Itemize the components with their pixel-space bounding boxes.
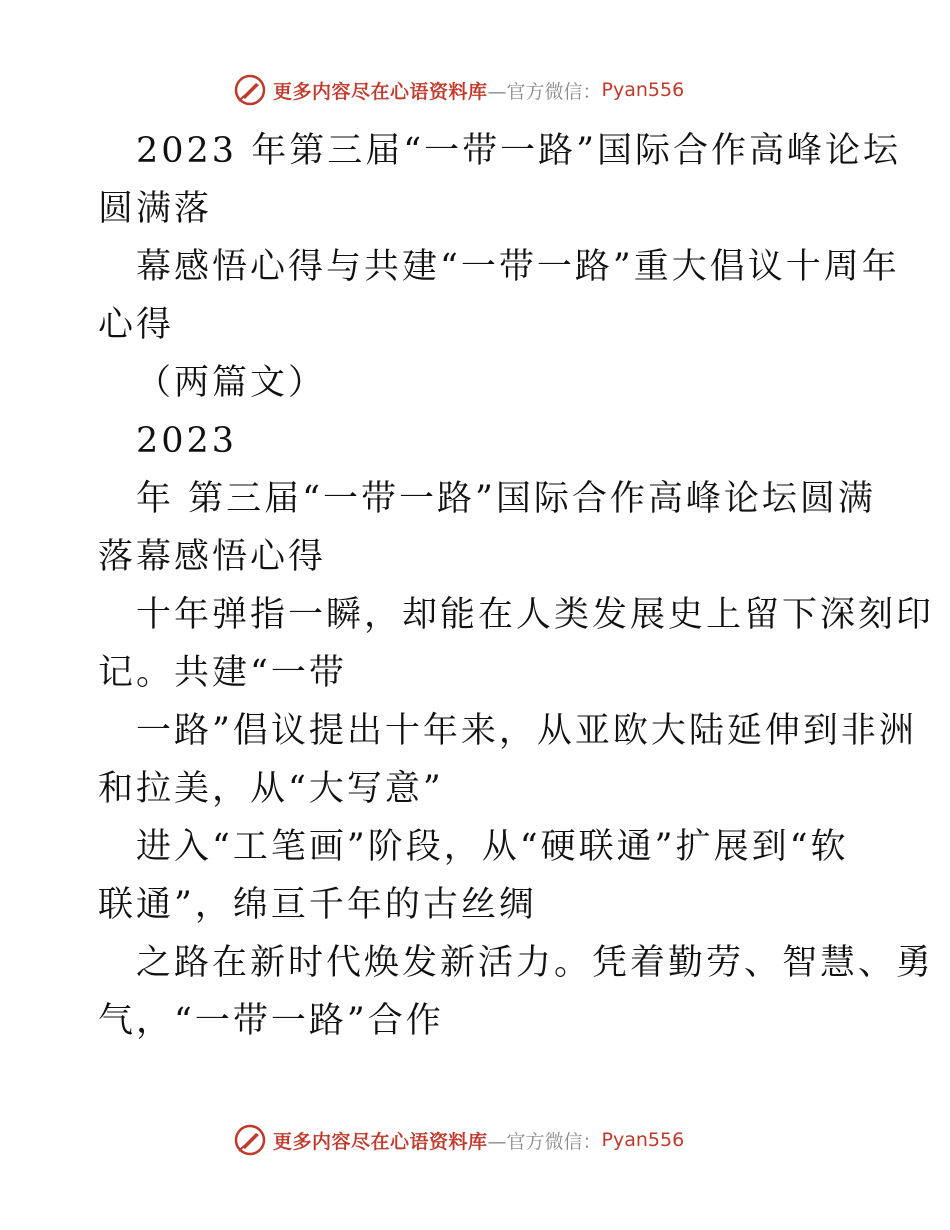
body-line: 一路”倡议提出十年来，从亚欧大陆延伸到非洲 [136,711,917,751]
body-line: 气，“一带一路”合作 [98,1001,444,1041]
quill-logo-icon [233,73,267,107]
document-body [98,122,935,1050]
body-line: 年 第三届“一带一路”国际合作高峰论坛圆满 [136,479,876,519]
body-line: 进入“工笔画”阶段，从“硬联通”扩展到“软 [136,827,849,867]
header-watermark [233,72,684,108]
body-line: 之路在新时代焕发新活力。凭着勤劳、智慧、勇 [136,943,935,983]
body-line: 落幕感悟心得 [98,537,327,577]
body-line: （两篇文） [136,363,327,403]
body-line: 和拉美，从“大写意” [98,769,444,809]
body-line: 心得 [98,305,175,345]
footer-watermark [233,1122,684,1158]
quill-logo-icon [233,1123,267,1157]
watermark-wechat-id: Pyan556 [601,79,685,101]
watermark-brand-text: 更多内容尽在心语资料库 [273,1130,488,1153]
body-line: 联通”，绵亘千年的古丝绸 [98,885,537,925]
watermark-wechat-id: Pyan556 [601,1129,685,1151]
watermark-label-text: —官方微信： [487,80,602,103]
watermark-label-text: —官方微信： [487,1130,602,1153]
body-line: 2023 [136,421,238,461]
body-line: 2023 年第三届“一带一路”国际合作高峰论坛 [136,131,901,171]
body-line: 十年弹指一瞬，却能在人类发展史上留下深刻印 [136,595,935,635]
body-line: 记。共建“一带 [98,653,347,693]
body-line: 圆满落 [98,189,213,229]
watermark-brand-text: 更多内容尽在心语资料库 [273,80,488,103]
body-line: 幕感悟心得与共建“一带一路”重大倡议十周年 [136,247,900,287]
